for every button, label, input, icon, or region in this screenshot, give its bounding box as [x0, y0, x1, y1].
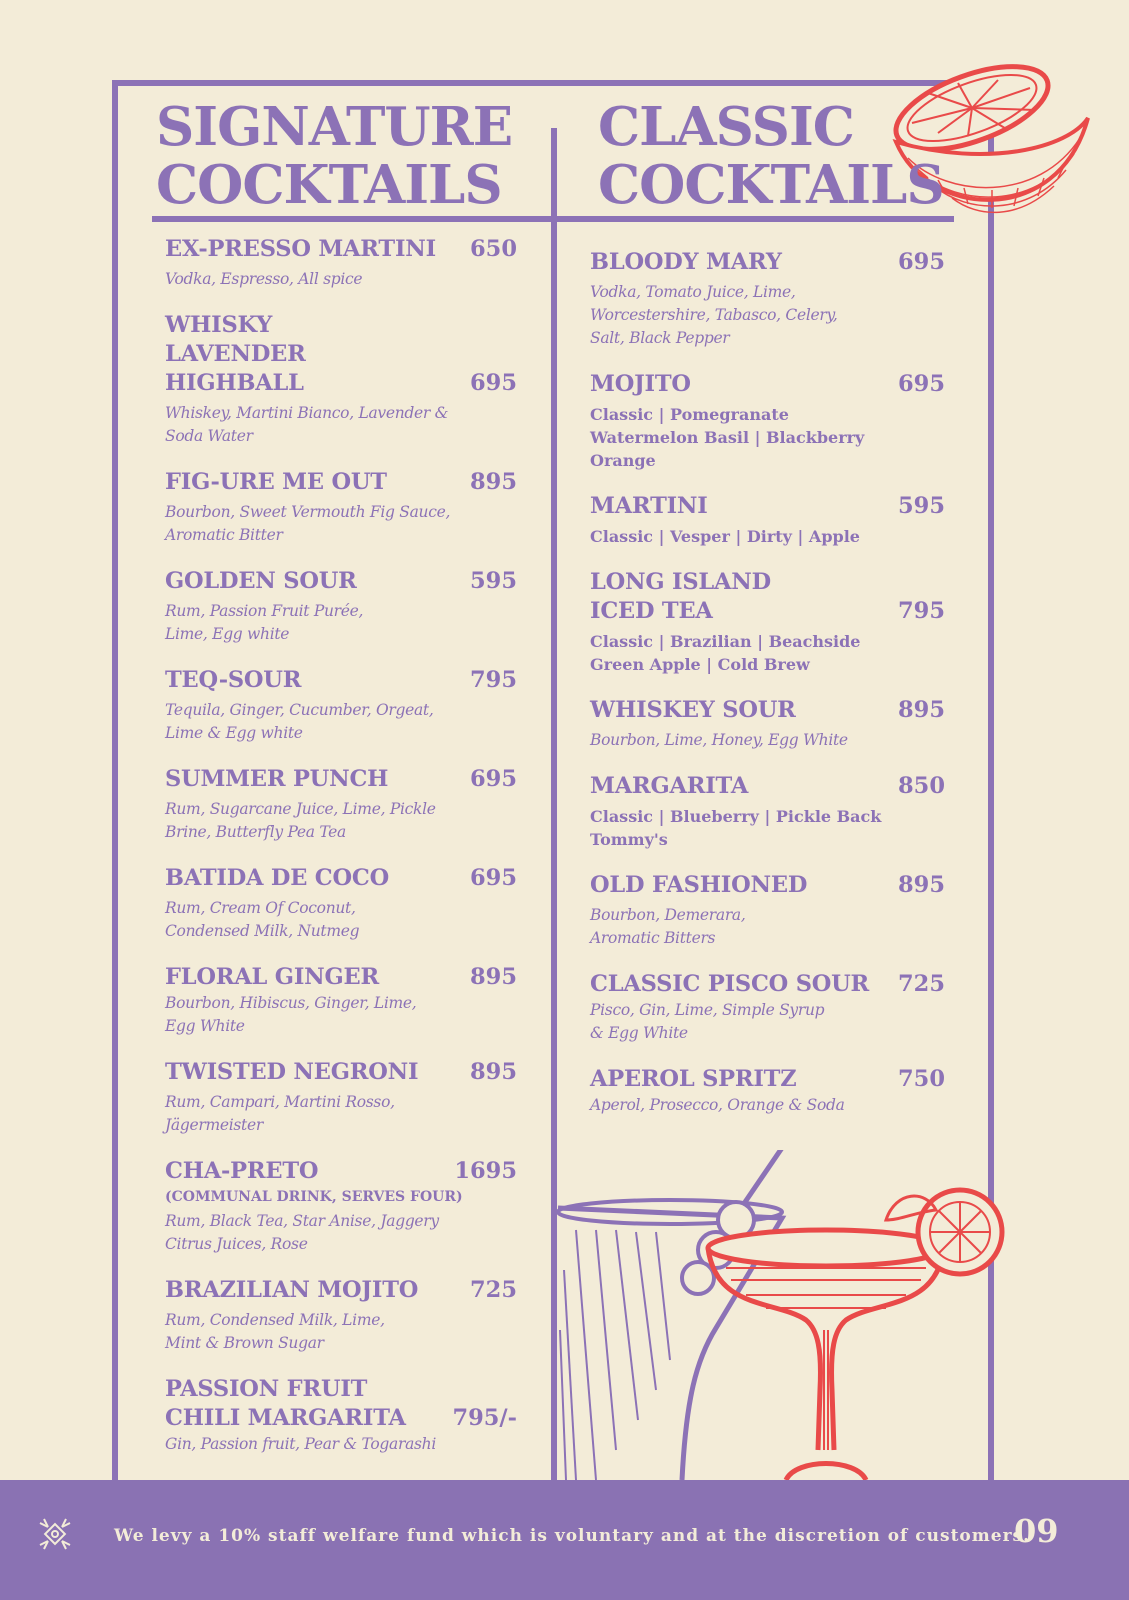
item-desc: Vodka, Espresso, All spice: [165, 270, 363, 288]
item-name: CLASSIC PISCO SOUR: [590, 971, 870, 997]
item-desc: Vodka, Tomato Juice, Lime, Worcestershire, Tabasco, Celery, Salt, Black Pepper: [590, 283, 838, 347]
item-desc: Pisco, Gin, Lime, Simple Syrup & Egg White: [590, 1001, 825, 1042]
item-name: TWISTED NEGRONI: [165, 1059, 419, 1085]
margarita-glass-illustration: [708, 1190, 1002, 1480]
item-name: WHISKY LAVENDER HIGHBALL: [165, 312, 306, 396]
item-price: 795: [470, 667, 517, 693]
menu-item: [165, 235, 517, 291]
item-name: CHA-PRETO: [165, 1158, 319, 1184]
item-price: 595: [898, 493, 945, 519]
menu-item: [165, 963, 517, 1038]
item-options: Classic | Brazilian | Beachside Green Apple | Cold Brew: [590, 632, 861, 674]
title-rule: [152, 216, 954, 222]
item-desc: Rum, Cream Of Coconut, Condensed Milk, Nutmeg: [165, 899, 360, 940]
item-price: 1695: [454, 1158, 517, 1184]
classic-list: [590, 248, 945, 1137]
item-name: FIG-URE ME OUT: [165, 469, 387, 495]
signature-title: [156, 98, 512, 214]
item-price: 795/-: [452, 1405, 517, 1431]
item-desc: Gin, Passion fruit, Pear & Togarashi: [165, 1435, 437, 1453]
item-price: 895: [470, 1059, 517, 1085]
menu-item: [590, 772, 945, 851]
item-desc: Aperol, Prosecco, Orange & Soda: [590, 1096, 845, 1114]
signature-list: [165, 235, 517, 1476]
item-price: 725: [470, 1277, 517, 1303]
classic-title: [598, 98, 944, 214]
item-price: 750: [898, 1066, 945, 1092]
item-price: 895: [898, 872, 945, 898]
menu-item: [165, 765, 517, 844]
menu-item: [590, 970, 945, 1045]
item-price: 695: [470, 766, 517, 792]
item-price: 725: [898, 971, 945, 997]
brand-logo-icon: [36, 1515, 74, 1553]
menu-item: [590, 248, 945, 350]
menu-item: [590, 1065, 945, 1117]
martini-glass-illustration: [558, 1150, 786, 1480]
menu-item: [590, 492, 945, 548]
item-options: Classic | Pomegranate Watermelon Basil | Blackberry Orange: [590, 405, 865, 470]
item-desc: Bourbon, Sweet Vermouth Fig Sauce, Aromatic Bitter: [165, 503, 451, 544]
item-desc: Bourbon, Lime, Honey, Egg White: [590, 731, 848, 749]
item-name: MARTINI: [590, 493, 708, 519]
item-price: 895: [470, 469, 517, 495]
menu-item: [165, 1058, 517, 1137]
classic-title-line1: CLASSIC: [598, 96, 854, 158]
footer: [0, 1480, 1129, 1600]
menu-item: [165, 468, 517, 547]
item-name: BATIDA DE COCO: [165, 865, 390, 891]
menu-item: [165, 1276, 517, 1355]
item-name: GOLDEN SOUR: [165, 568, 357, 594]
menu-item: [165, 864, 517, 943]
item-options: Classic | Blueberry | Pickle Back Tommy's: [590, 807, 882, 849]
item-price: 695: [470, 865, 517, 891]
item-desc: Whiskey, Martini Bianco, Lavender & Soda Water: [165, 404, 449, 445]
item-name: BRAZILIAN MOJITO: [165, 1277, 419, 1303]
menu-item: [165, 1157, 517, 1256]
item-name: WHISKEY SOUR: [590, 697, 796, 723]
item-name: APEROL SPRITZ: [590, 1066, 797, 1092]
menu-item: [590, 568, 945, 676]
item-desc: Bourbon, Demerara, Aromatic Bitters: [590, 906, 746, 947]
item-desc: Rum, Black Tea, Star Anise, Jaggery Citrus Juices, Rose: [165, 1212, 439, 1253]
item-price: 695: [470, 370, 517, 396]
menu-item: [590, 696, 945, 752]
item-name: OLD FASHIONED: [590, 872, 808, 898]
item-name: SUMMER PUNCH: [165, 766, 389, 792]
item-options: Classic | Vesper | Dirty | Apple: [590, 527, 860, 546]
menu-item: [165, 666, 517, 745]
item-name: PASSION FRUIT CHILI MARGARITA: [165, 1376, 406, 1431]
item-desc: Rum, Sugarcane Juice, Lime, Pickle Brine, Butterfly Pea Tea: [165, 800, 436, 841]
item-desc: Bourbon, Hibiscus, Ginger, Lime, Egg White: [165, 994, 417, 1035]
signature-title-line1: SIGNATURE: [156, 96, 513, 158]
item-name: MOJITO: [590, 371, 691, 397]
item-price: 595: [470, 568, 517, 594]
footer-notice: We levy a 10% staff welfare fund which is voluntary and at the discretion of customers.: [114, 1526, 1031, 1546]
menu-item: [590, 370, 945, 472]
page-number: 09: [1014, 1512, 1059, 1550]
menu-item: [590, 871, 945, 950]
item-name: LONG ISLAND ICED TEA: [590, 569, 771, 624]
item-name: FLORAL GINGER: [165, 964, 379, 990]
menu-item: [165, 311, 517, 448]
item-price: 895: [898, 697, 945, 723]
item-note: (COMMUNAL DRINK, SERVES FOUR): [165, 1189, 463, 1205]
item-name: EX-PRESSO MARTINI: [165, 236, 436, 262]
item-price: 650: [470, 236, 517, 262]
item-price: 795: [898, 598, 945, 624]
item-desc: Rum, Passion Fruit Purée, Lime, Egg white: [165, 602, 364, 643]
item-name: MARGARITA: [590, 773, 749, 799]
item-price: 695: [898, 371, 945, 397]
item-desc: Rum, Campari, Martini Rosso, Jägermeister: [165, 1093, 395, 1134]
item-price: 850: [898, 773, 945, 799]
signature-title-line2: COCKTAILS: [156, 154, 502, 216]
item-name: TEQ-SOUR: [165, 667, 302, 693]
item-name: BLOODY MARY: [590, 249, 782, 275]
item-desc: Rum, Condensed Milk, Lime, Mint & Brown Sugar: [165, 1311, 385, 1352]
classic-title-line2: COCKTAILS: [598, 154, 944, 216]
menu-item: [165, 567, 517, 646]
item-desc: Tequila, Ginger, Cucumber, Orgeat, Lime & Egg white: [165, 701, 434, 742]
cocktail-glasses-illustration: [556, 1150, 1016, 1480]
menu-item: [165, 1375, 517, 1456]
item-price: 695: [898, 249, 945, 275]
item-price: 895: [470, 964, 517, 990]
